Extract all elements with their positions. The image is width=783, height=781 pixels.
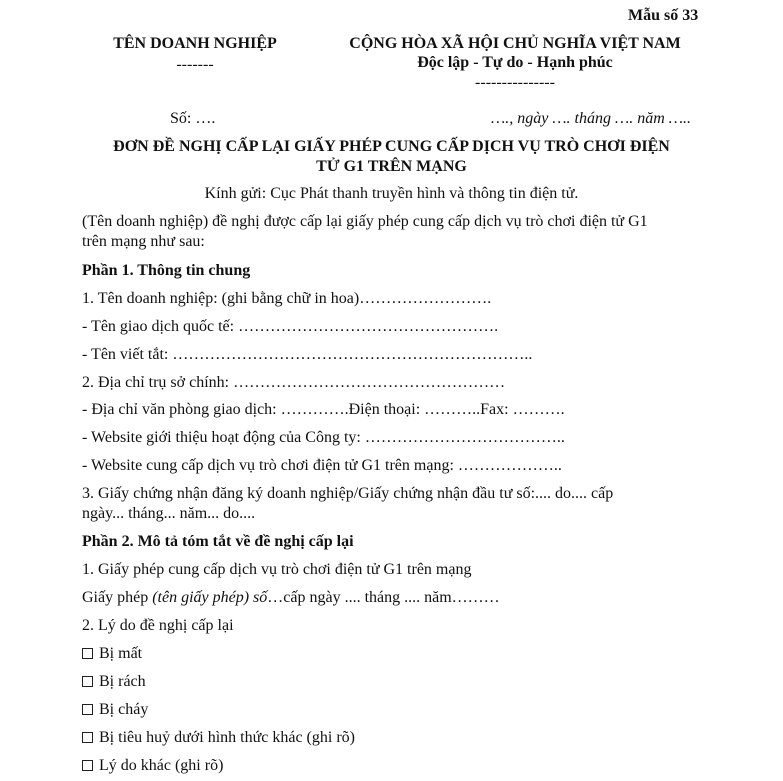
part2-heading: Phần 2. Mô tả tóm tắt về đề nghị cấp lại <box>82 533 354 550</box>
reason-option[interactable]: Bị tiêu huỷ dưới hình thức khác (ghi rõ) <box>82 729 355 747</box>
reason-heading: 2. Lý do đề nghị cấp lại <box>82 617 234 634</box>
document-date: …., ngày …. tháng …. năm ….. <box>491 110 692 127</box>
part1-line: 2. Địa chỉ trụ sở chính: …………………………………………… <box>82 374 506 391</box>
reason-option[interactable]: Bị rách <box>82 673 146 691</box>
part1-line: - Tên giao dịch quốc tế: …………………………………………. <box>82 318 499 335</box>
country-motto: Độc lập - Tự do - Hạnh phúc <box>417 54 613 71</box>
part1-line: - Website cung cấp dịch vụ trò chơi điện tử G1 trên mạng: ……………….. <box>82 457 562 474</box>
part1-line: - Tên viết tắt: ………………………………………………………….. <box>82 346 533 363</box>
license-line: 1. Giấy phép cung cấp dịch vụ trò chơi điện tử G1 trên mạng <box>82 561 472 578</box>
company-name-header: TÊN DOANH NGHIỆP <box>113 35 277 52</box>
form-number: Mẫu số 33 <box>628 7 699 24</box>
part1-line: 3. Giấy chứng nhận đăng ký doanh nghiệp/Giấy chứng nhận đầu tư số:.... do.... cấp <box>82 485 614 502</box>
company-name-dashes: ------- <box>176 56 214 73</box>
intro-line-1: (Tên doanh nghiệp) đề nghị được cấp lại giấy phép cung cấp dịch vụ trò chơi điện tử G1 <box>82 213 648 230</box>
checkbox-icon[interactable] <box>82 648 93 659</box>
part1-line: ngày... tháng... năm... do.... <box>82 505 256 522</box>
part1-heading: Phần 1. Thông tin chung <box>82 262 251 279</box>
checkbox-icon[interactable] <box>82 676 93 687</box>
reason-option[interactable]: Lý do khác (ghi rõ) <box>82 757 223 775</box>
reason-option[interactable]: Bị mất <box>82 645 142 663</box>
addressee: Kính gửi: Cục Phát thanh truyền hình và thông tin điện tử. <box>204 185 579 202</box>
reason-option[interactable]: Bị cháy <box>82 701 148 719</box>
country-title: CỘNG HÒA XÃ HỘI CHỦ NGHĨA VIỆT NAM <box>349 35 681 52</box>
part1-line: 1. Tên doanh nghiệp: (ghi bằng chữ in hoa)……………………. <box>82 290 492 307</box>
country-dashes: --------------- <box>475 74 555 91</box>
document-title-line-1: ĐƠN ĐỀ NGHỊ CẤP LẠI GIẤY PHÉP CUNG CẤP DỊCH VỤ TRÒ CHƠI ĐIỆN <box>113 138 670 155</box>
checkbox-icon[interactable] <box>82 732 93 743</box>
license-detail: Giấy phép (tên giấy phép) số…cấp ngày .... tháng .... năm……… <box>82 589 500 606</box>
checkbox-icon[interactable] <box>82 704 93 715</box>
document-title-line-2: TỬ G1 TRÊN MẠNG <box>316 158 467 175</box>
part1-line: - Địa chỉ văn phòng giao dịch: ………….Điện thoại: ………..Fax: ………. <box>82 401 565 418</box>
checkbox-icon[interactable] <box>82 760 93 771</box>
intro-line-2: trên mạng như sau: <box>82 233 205 250</box>
document-number: Số: …. <box>170 110 216 127</box>
part1-line: - Website giới thiệu hoạt động của Công ty: ……………………………….. <box>82 429 565 446</box>
